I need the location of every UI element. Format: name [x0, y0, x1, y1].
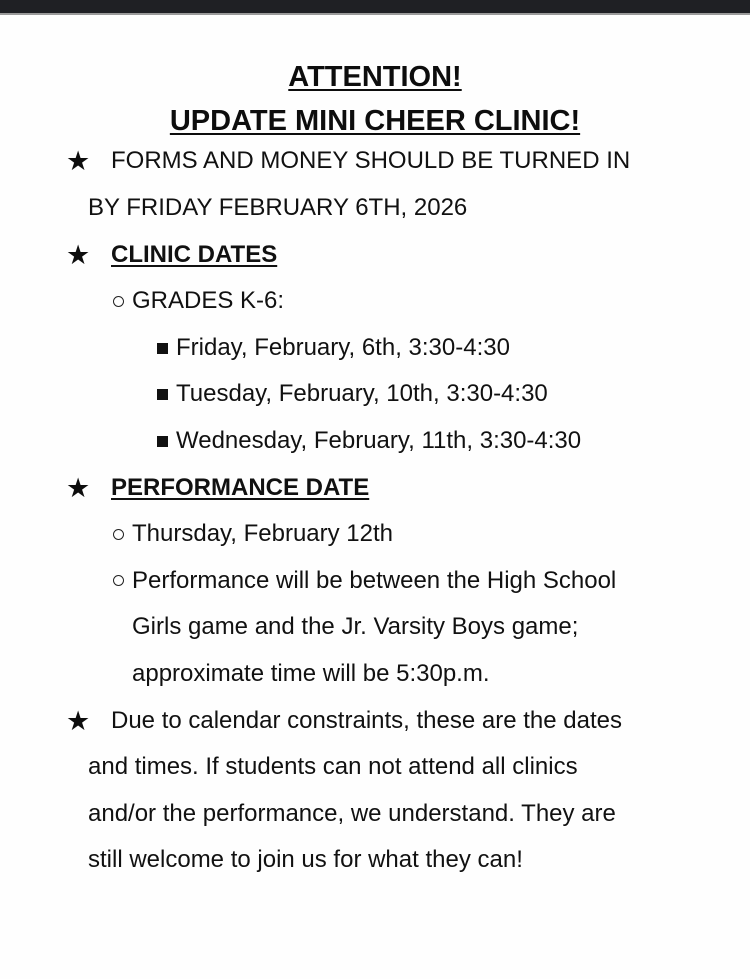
square-bullet-icon	[157, 389, 168, 400]
performance-note-line-2: Girls game and the Jr. Varsity Boys game;	[132, 613, 579, 640]
calendar-note-line-1: Due to calendar constraints, these are the dates	[111, 707, 622, 734]
grades-k6-label: GRADES K-6:	[132, 287, 285, 314]
star-bullet-icon: ★	[66, 473, 91, 503]
title-update-mini-cheer-clinic: UPDATE MINI CHEER CLINIC!	[169, 105, 581, 137]
star-bullet-icon: ★	[66, 146, 91, 176]
hollow-circle-bullet-icon	[113, 296, 124, 307]
forms-deadline-line-2: BY FRIDAY FEBRUARY 6TH, 2026	[88, 194, 468, 221]
forms-deadline-line-1: FORMS AND MONEY SHOULD BE TURNED IN	[111, 147, 631, 174]
clinic-date-item: Tuesday, February, 10th, 3:30-4:30	[176, 380, 548, 407]
title-attention: ATTENTION!	[288, 61, 462, 93]
top-bar	[0, 0, 750, 15]
clinic-dates-heading: CLINIC DATES	[111, 241, 278, 268]
calendar-note-line-4: still welcome to join us for what they can!	[88, 846, 523, 873]
performance-date-heading: PERFORMANCE DATE	[111, 474, 370, 501]
clinic-date-item: Wednesday, February, 11th, 3:30-4:30	[176, 427, 582, 454]
calendar-note-line-3: and/or the performance, we understand. They are	[88, 800, 616, 827]
hollow-circle-bullet-icon	[113, 575, 124, 586]
clinic-date-item: Friday, February, 6th, 3:30-4:30	[176, 334, 510, 361]
performance-note-line-1: Performance will be between the High School	[132, 567, 617, 594]
performance-note-line-3: approximate time will be 5:30p.m.	[132, 660, 490, 687]
star-bullet-icon: ★	[66, 706, 91, 736]
square-bullet-icon	[157, 436, 168, 447]
calendar-note-line-2: and times. If students can not attend all clinics	[88, 753, 578, 780]
performance-date-item: Thursday, February 12th	[132, 520, 394, 547]
hollow-circle-bullet-icon	[113, 529, 124, 540]
star-bullet-icon: ★	[66, 240, 91, 270]
square-bullet-icon	[157, 343, 168, 354]
flyer-page	[0, 15, 750, 979]
